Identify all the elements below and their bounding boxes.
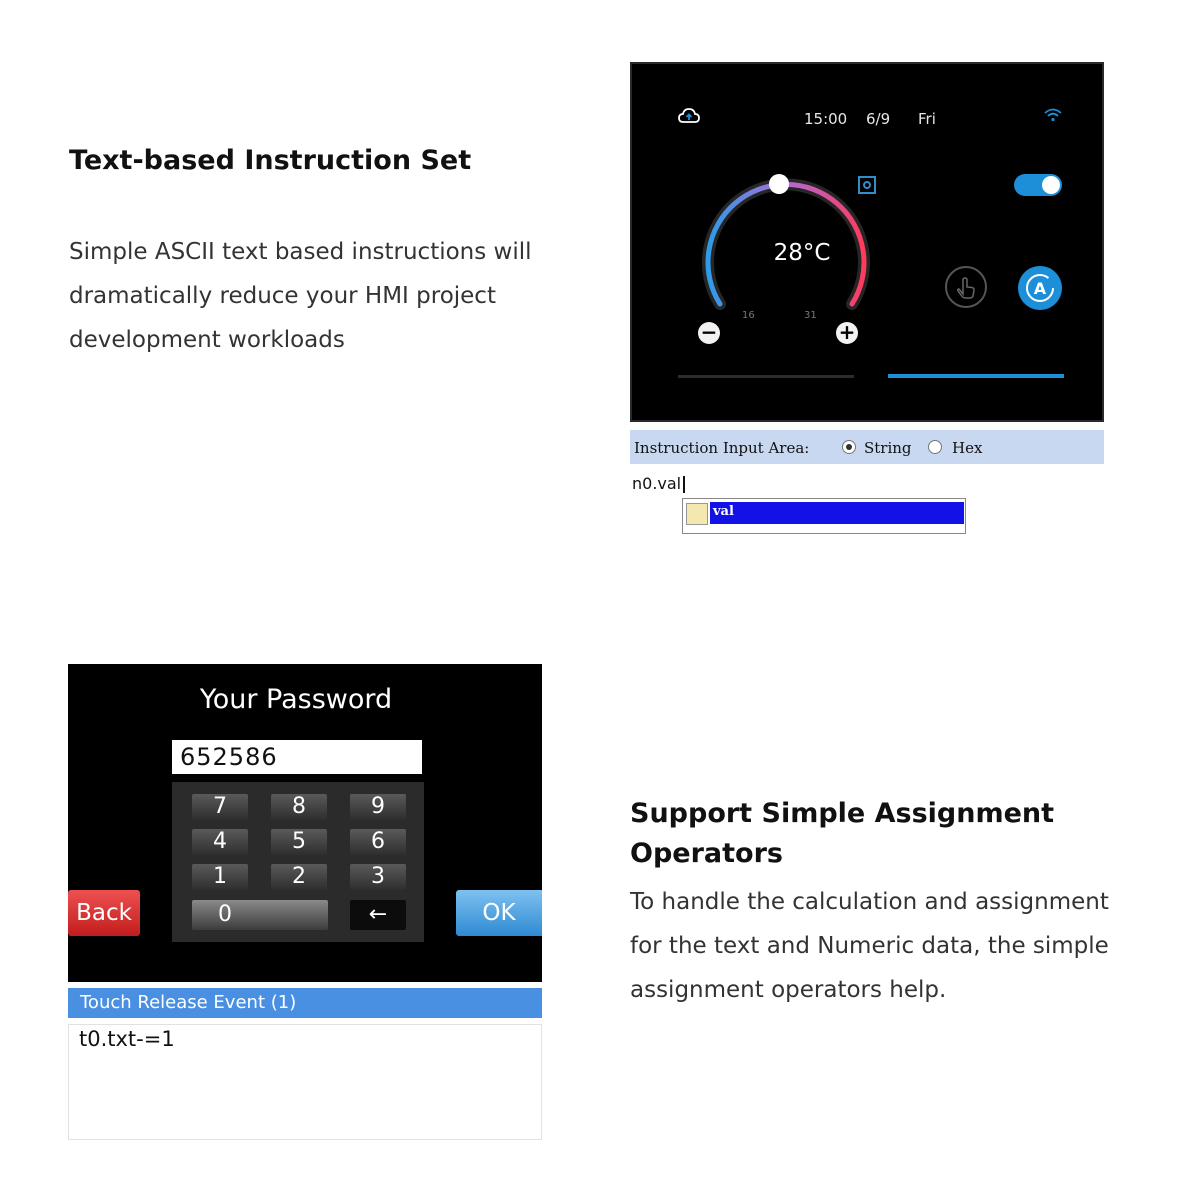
string-radio[interactable] xyxy=(842,440,856,454)
key-7[interactable]: 7 xyxy=(192,794,248,820)
string-radio-label: String xyxy=(864,439,912,457)
back-button[interactable]: Back xyxy=(68,890,140,936)
backspace-key[interactable]: ← xyxy=(350,900,406,930)
autocomplete-item[interactable]: val xyxy=(710,502,964,524)
temperature-readout: 28°C xyxy=(773,240,831,266)
dial-max-label: 31 xyxy=(804,310,817,321)
key-1[interactable]: 1 xyxy=(192,864,248,890)
event-code-editor[interactable] xyxy=(68,1024,542,1140)
power-toggle[interactable] xyxy=(1014,174,1062,196)
wifi-icon xyxy=(1044,108,1062,122)
event-code: t0.txt-=1 xyxy=(79,1027,175,1051)
auto-mode-button[interactable] xyxy=(1018,266,1062,310)
key-9[interactable]: 9 xyxy=(350,794,406,820)
section-heading-instruction-set: Text-based Instruction Set xyxy=(69,145,472,176)
password-input[interactable]: 652586 xyxy=(172,740,422,774)
key-0[interactable]: 0 xyxy=(192,900,328,930)
instruction-code-text: n0.val xyxy=(632,474,682,493)
instruction-editor[interactable] xyxy=(630,464,1104,562)
key-8[interactable]: 8 xyxy=(271,794,327,820)
page-indicator-active xyxy=(888,374,1064,378)
toggle-knob xyxy=(1042,176,1060,194)
key-6[interactable]: 6 xyxy=(350,829,406,855)
decrease-temp-button[interactable]: − xyxy=(698,322,720,344)
thermostat-screen xyxy=(630,62,1104,422)
page-indicator-inactive xyxy=(678,375,854,378)
dial-min-label: 16 xyxy=(742,310,755,321)
status-date: 6/9 xyxy=(866,110,891,128)
section-heading-assignment-operators: Support Simple Assignment Operators xyxy=(630,798,1055,869)
status-day: Fri xyxy=(918,110,936,128)
instruction-input-label: Instruction Input Area: xyxy=(634,439,810,457)
section-body-assignment-operators: To handle the calculation and assignment for the text and Numeric data, the simple assignment operators help. xyxy=(630,889,1109,1003)
hex-radio[interactable] xyxy=(928,440,942,454)
key-4[interactable]: 4 xyxy=(192,829,248,855)
ok-button[interactable]: OK xyxy=(456,890,542,936)
temperature-dial[interactable] xyxy=(692,164,912,314)
key-5[interactable]: 5 xyxy=(271,829,327,855)
key-3[interactable]: 3 xyxy=(350,864,406,890)
event-title-bar: Touch Release Event (1) xyxy=(68,988,542,1018)
text-cursor xyxy=(683,476,685,493)
svg-text:A: A xyxy=(1033,279,1047,298)
status-time: 15:00 xyxy=(804,110,848,128)
section-body-instruction-set: Simple ASCII text based instructions will dramatically reduce your HMI project development workloads xyxy=(69,239,532,353)
key-2[interactable]: 2 xyxy=(271,864,327,890)
manual-mode-button[interactable] xyxy=(945,266,987,308)
password-title: Your Password xyxy=(199,684,393,715)
mode-icon[interactable] xyxy=(858,176,876,194)
autocomplete-popup xyxy=(682,498,966,534)
increase-temp-button[interactable]: + xyxy=(836,322,858,344)
instruction-input-bar xyxy=(630,430,1104,464)
attribute-icon xyxy=(686,503,708,525)
instruction-code xyxy=(632,474,685,493)
password-screen xyxy=(68,664,542,982)
cloud-icon xyxy=(678,108,700,124)
auto-mode-icon xyxy=(1018,266,1062,310)
hand-touch-icon xyxy=(947,268,985,306)
hex-radio-label: Hex xyxy=(952,439,983,457)
dial-knob xyxy=(769,174,789,194)
numeric-keypad xyxy=(172,782,424,942)
